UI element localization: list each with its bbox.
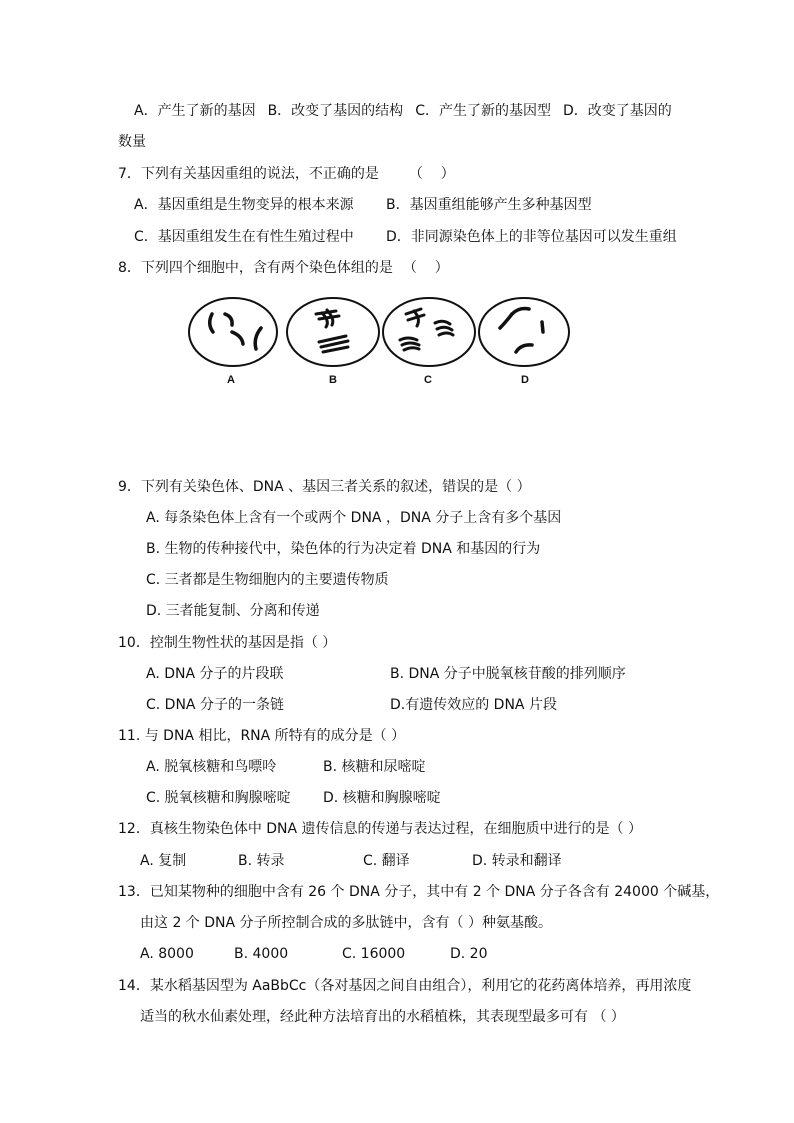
- q13-option-a: A. 8000: [140, 946, 194, 962]
- q8-label-a: A: [227, 374, 235, 386]
- q10-option-a: A. DNA 分子的片段联: [146, 666, 284, 682]
- q14-stem-line2: 适当的秋水仙素处理，经此种方法培育出的水稻植株，其表现型最多可有 （ ）: [140, 1009, 625, 1025]
- q13-option-c: C. 16000: [342, 946, 406, 962]
- q7-stem: [118, 164, 455, 184]
- q8-answer-paren: （ ）: [402, 260, 449, 276]
- q7-option-c: C．基因重组发生在有性生殖过程中: [134, 229, 354, 245]
- q12-option-a: A. 复制: [140, 853, 187, 869]
- q11-option-b: B. 核糖和尿嘧啶: [323, 759, 426, 775]
- q13-option-d: D. 20: [450, 946, 488, 962]
- cell-c-chromosomes: [400, 309, 453, 350]
- q6-option-b: B．改变了基因的结构: [267, 103, 404, 119]
- q7-answer-paren: （ ）: [408, 166, 455, 182]
- cell-b-chromosomes: [316, 310, 348, 352]
- q14-stem-line1: 14．某水稻基因型为 AaBbCc（各对基因之间自由组合），利用它的花药离体培养，再用浓度: [118, 978, 692, 994]
- q7-option-b: B．基因重组能够产生多种基因型: [386, 197, 592, 213]
- q7-option-d: D．非同源染色体上的非等位基因可以发生重组: [386, 229, 677, 245]
- q11-stem: 11. 与 DNA 相比，RNA 所特有的成分是（ ）: [118, 728, 406, 744]
- cell-a-chromosomes: [210, 314, 261, 349]
- q12-option-d: D. 转录和翻译: [472, 853, 562, 869]
- q13-option-b: B. 4000: [234, 946, 289, 962]
- q9-option-c: C. 三者都是生物细胞内的主要遗传物质: [146, 572, 389, 588]
- q11-option-c: C. 脱氧核糖和胸腺嘧啶: [146, 790, 291, 806]
- q13-stem-line2: 由这 2 个 DNA 分子所控制合成的多肽链中，含有（ ）种氨基酸。: [140, 915, 552, 931]
- q12-stem: 12．真核生物染色体中 DNA 遗传信息的传递与表达过程，在细胞质中进行的是（ ）: [118, 821, 642, 837]
- q6-option-d: D．改变了基因的: [562, 103, 672, 119]
- q10-option-b: B. DNA 分子中脱氧核苷酸的排列顺序: [390, 666, 626, 682]
- q9-option-b: B. 生物的传种接代中，染色体的行为决定着 DNA 和基因的行为: [146, 541, 541, 557]
- q10-option-c: C. DNA 分子的一条链: [146, 697, 284, 713]
- q9-stem: 9．下列有关染色体、DNA 、基因三者关系的叙述，错误的是（ ）: [118, 479, 531, 495]
- q8-label-b: B: [329, 374, 337, 386]
- q6-options: [134, 101, 672, 121]
- cell-c-outline: [383, 298, 475, 366]
- q11-option-a: A. 脱氧核糖和鸟嘌呤: [146, 759, 277, 775]
- q6-option-d-continued: 数量: [118, 134, 146, 150]
- q11-option-d: D. 核糖和胸腺嘧啶: [323, 790, 441, 806]
- q8-label-d: D: [521, 374, 529, 386]
- q8-stem-text: 8．下列四个细胞中，含有两个染色体组的是: [118, 260, 393, 276]
- q8-label-c: C: [424, 374, 432, 386]
- q7-option-a: A．基因重组是生物变异的根本来源: [134, 197, 354, 213]
- cell-d-chromosomes: [500, 309, 543, 352]
- q9-option-a: A. 每条染色体上含有一个或两个 DNA ，DNA 分子上含有多个基因: [146, 510, 562, 526]
- q6-option-a: A．产生了新的基因: [134, 103, 256, 119]
- q12-option-b: B. 转录: [238, 853, 285, 869]
- q12-option-c: C. 翻译: [363, 853, 410, 869]
- q13-stem-line1: 13．已知某物种的细胞中含有 26 个 DNA 分子，其中有 2 个 DNA 分子各含有 24000 个碱基，: [118, 884, 720, 900]
- q6-option-c: C．产生了新的基因型: [415, 103, 551, 119]
- q7-stem-text: 7．下列有关基因重组的说法，不正确的是: [118, 166, 379, 182]
- cell-b-outline: [287, 298, 379, 366]
- q8-stem: [118, 258, 449, 278]
- q10-option-d: D.有遗传效应的 DNA 片段: [390, 697, 557, 713]
- q9-option-d: D. 三者能复制、分离和传递: [146, 603, 320, 619]
- q10-stem: 10．控制生物性状的基因是指（ ）: [118, 635, 337, 651]
